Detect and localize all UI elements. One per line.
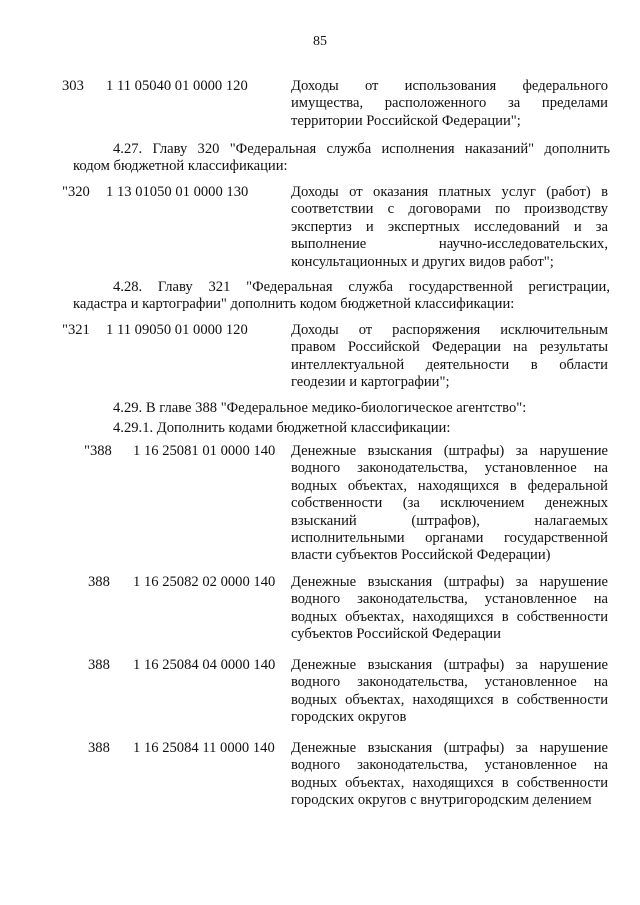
budget-code: 1 16 25084 04 0000 140 <box>133 657 276 673</box>
description-line: власти субъектов Российской Федерации) <box>291 547 551 564</box>
description-line: выполнение научно-исследовательских, <box>291 236 608 253</box>
classification-row <box>0 78 640 138</box>
description-line: соответствии с договорами по производству <box>291 201 608 218</box>
classification-row <box>0 657 640 729</box>
budget-code: 1 16 25082 02 0000 140 <box>133 574 276 590</box>
description-line: водных объектах, находящихся в собственности <box>291 691 608 708</box>
description-line: Доходы от использования федерального <box>291 78 608 94</box>
description-line: геодезии и картографии"; <box>291 374 450 391</box>
description-line: водных объектах, находящихся в собственности <box>291 774 608 791</box>
paragraph-line: кадастра и картографии" дополнить кодом бюджетной классификации: <box>73 296 515 313</box>
paragraph-line: 4.29.1. Дополнить кодами бюджетной классификации: <box>113 420 451 436</box>
paragraph-line: 4.27. Главу 320 "Федеральная служба исполнения наказаний" дополнить <box>113 141 610 157</box>
income-description <box>291 740 608 810</box>
paragraph-4-29-1 <box>113 420 610 437</box>
description-line: водных объектах, находящихся в собственности <box>291 608 608 625</box>
chapter-code: 303 <box>62 78 84 94</box>
description-line: водного законодательства, установленное на <box>291 674 608 691</box>
classification-row <box>0 322 640 394</box>
income-description <box>291 443 608 565</box>
chapter-code: "320 <box>62 184 90 200</box>
income-description <box>291 574 608 644</box>
description-line: правом Российской Федерации на результаты <box>291 339 608 356</box>
description-line: Денежные взыскания (штрафы) за нарушение <box>291 443 608 459</box>
description-line: водного законодательства, установленное на <box>291 757 608 774</box>
chapter-code: "321 <box>62 322 90 338</box>
description-line: городских округов <box>291 709 407 726</box>
classification-row <box>0 184 640 274</box>
description-line: водных объектах, находящихся в федеральной <box>291 477 608 494</box>
description-line: Денежные взыскания (штрафы) за нарушение <box>291 657 608 673</box>
page-number: 85 <box>313 34 327 49</box>
budget-code: 1 16 25081 01 0000 140 <box>133 443 276 459</box>
paragraph-line: 4.29. В главе 388 "Федеральное медико-биологическое агентство": <box>113 400 527 416</box>
description-line: взысканий (штрафов), налагаемых <box>291 512 608 529</box>
income-description <box>291 657 608 727</box>
description-line: водного законодательства, установленное на <box>291 591 608 608</box>
chapter-code: "388 <box>84 443 112 459</box>
classification-row <box>0 740 640 812</box>
description-line: Доходы от распоряжения исключительным <box>291 322 608 338</box>
description-line: территории Российской Федерации"; <box>291 112 521 129</box>
budget-code: 1 11 09050 01 0000 120 <box>106 322 248 338</box>
paragraph-line: 4.28. Главу 321 "Федеральная служба государственной регистрации, <box>113 279 610 295</box>
classification-row <box>0 574 640 646</box>
description-line: Денежные взыскания (штрафы) за нарушение <box>291 740 608 756</box>
budget-code: 1 13 01050 01 0000 130 <box>106 184 249 200</box>
description-line: Доходы от оказания платных услуг (работ) в <box>291 184 608 200</box>
description-line: городских округов с внутригородским делением <box>291 792 592 809</box>
description-line: субъектов Российской Федерации <box>291 626 501 643</box>
paragraph-4-27 <box>73 141 610 176</box>
description-line: собственности (за исключением денежных <box>291 495 608 512</box>
income-description <box>291 78 608 130</box>
chapter-code: 388 <box>88 657 110 673</box>
description-line: Денежные взыскания (штрафы) за нарушение <box>291 574 608 590</box>
description-line: консультационных и других видов работ"; <box>291 253 554 270</box>
description-line: исполнительными органами государственной <box>291 529 608 546</box>
budget-code: 1 16 25084 11 0000 140 <box>133 740 275 756</box>
income-description <box>291 184 608 271</box>
income-description <box>291 322 608 392</box>
chapter-code: 388 <box>88 740 110 756</box>
description-line: экспертиз и экспертных исследований и за <box>291 218 608 235</box>
chapter-code: 388 <box>88 574 110 590</box>
description-line: имущества, расположенного за пределами <box>291 95 608 112</box>
paragraph-line: кодом бюджетной классификации: <box>73 158 288 175</box>
paragraph-4-28 <box>73 279 610 314</box>
description-line: водного законодательства, установленное на <box>291 460 608 477</box>
budget-code: 1 11 05040 01 0000 120 <box>106 78 248 94</box>
paragraph-4-29 <box>113 400 610 417</box>
classification-row <box>0 443 640 568</box>
description-line: интеллектуальной деятельности в области <box>291 356 608 373</box>
